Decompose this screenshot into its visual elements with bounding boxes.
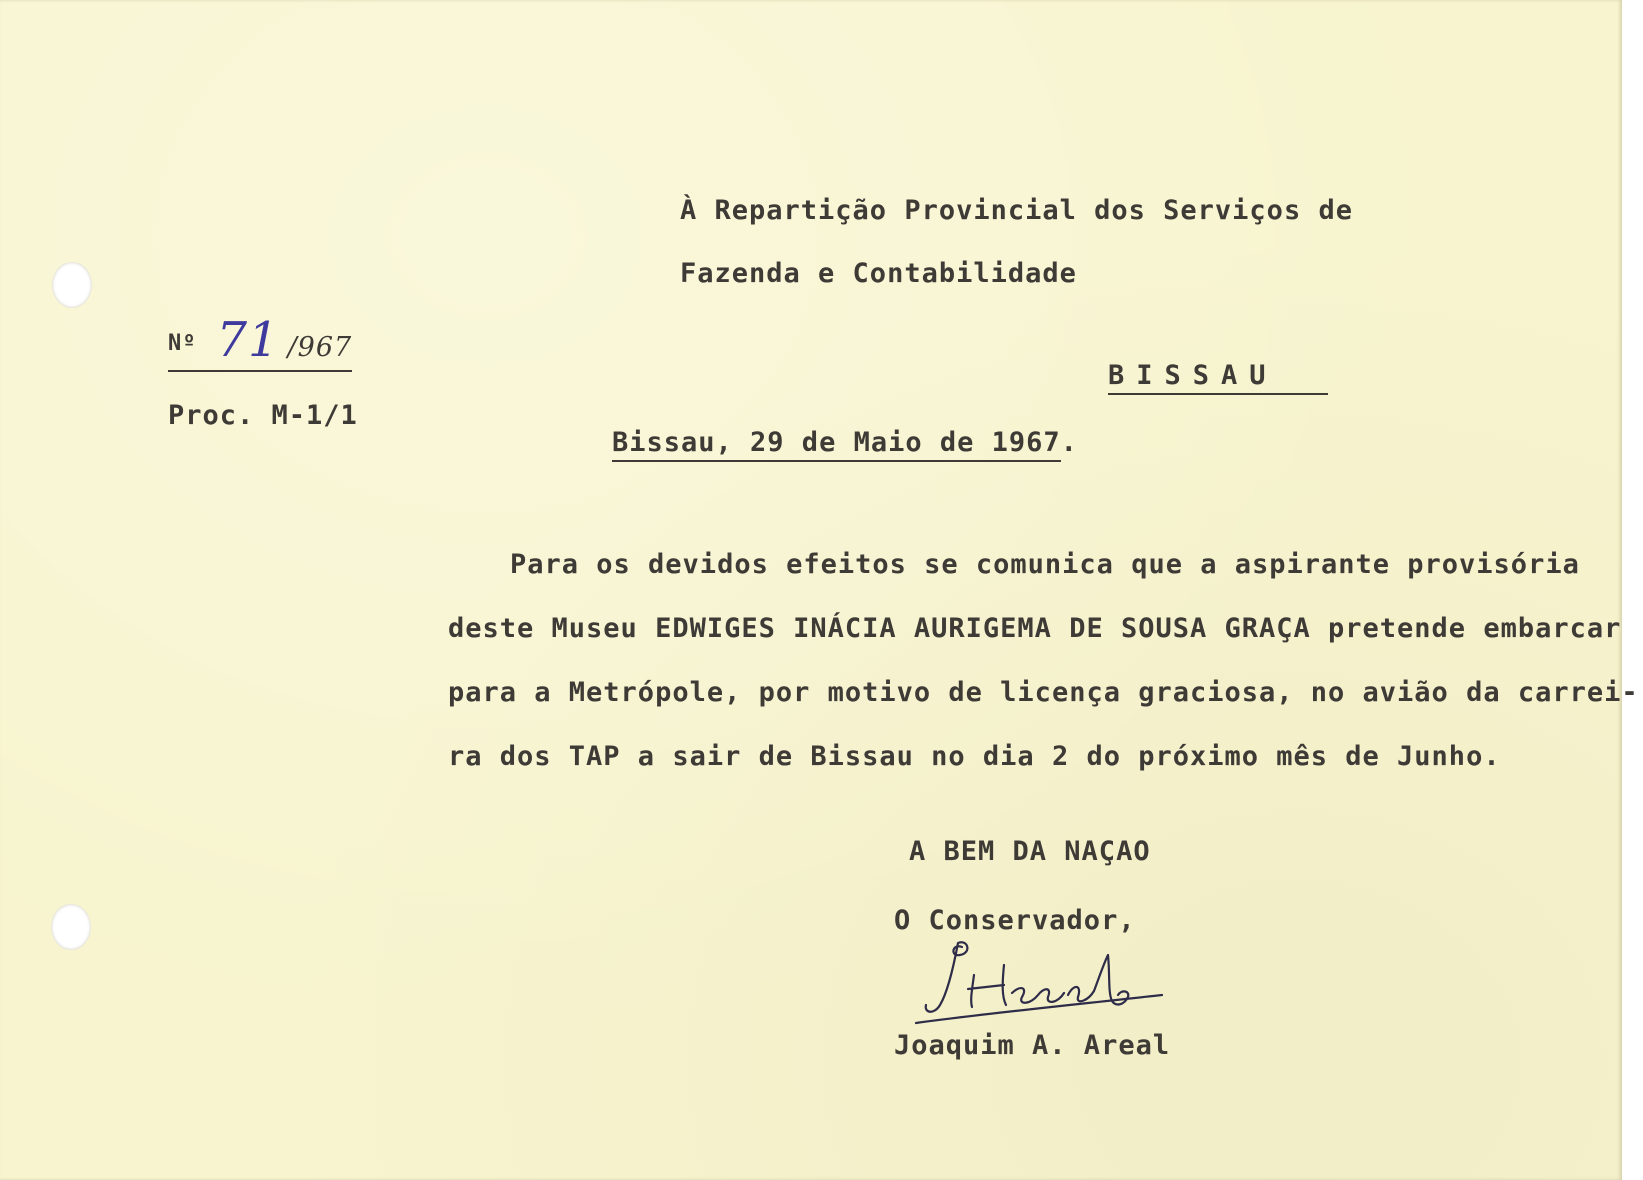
body-line: ra dos TAP a sair de Bissau no dia 2 do próximo mês de Junho.: [448, 741, 1501, 772]
number-year: /967: [287, 332, 353, 363]
body-line: para a Metrópole, por motivo de licença graciosa, no avião da carrei-: [448, 677, 1639, 708]
signatory-name: Joaquim A. Areal: [894, 1030, 1171, 1061]
process-reference: Proc. M-1/1: [168, 400, 358, 431]
recipient-line-1: À Repartição Provincial dos Serviços de: [680, 195, 1353, 226]
reference-number: [168, 312, 352, 372]
date-line: [612, 427, 1078, 458]
signatory-title: O Conservador,: [894, 905, 1136, 936]
recipient-city: BISSAU: [1108, 360, 1328, 395]
closing-salutation: A BEM DA NAÇAO: [909, 836, 1151, 867]
recipient-line-2: Fazenda e Contabilidade: [680, 258, 1077, 289]
body-paragraph: [448, 533, 1639, 789]
body-line: Para os devidos efeitos se comunica que a aspirante provisória: [510, 549, 1580, 580]
handwritten-number: 71: [216, 312, 280, 368]
date-terminator: .: [1060, 427, 1078, 458]
date-text: Bissau, 29 de Maio de 1967: [612, 427, 1061, 462]
punch-hole-bottom: [51, 904, 91, 950]
handwritten-signature: [912, 935, 1172, 1030]
punch-hole-top: [52, 262, 92, 308]
body-line: deste Museu EDWIGES INÁCIA AURIGEMA DE SOUSA GRAÇA pretende embarcar: [448, 613, 1622, 644]
number-prefix: Nº: [168, 331, 197, 356]
